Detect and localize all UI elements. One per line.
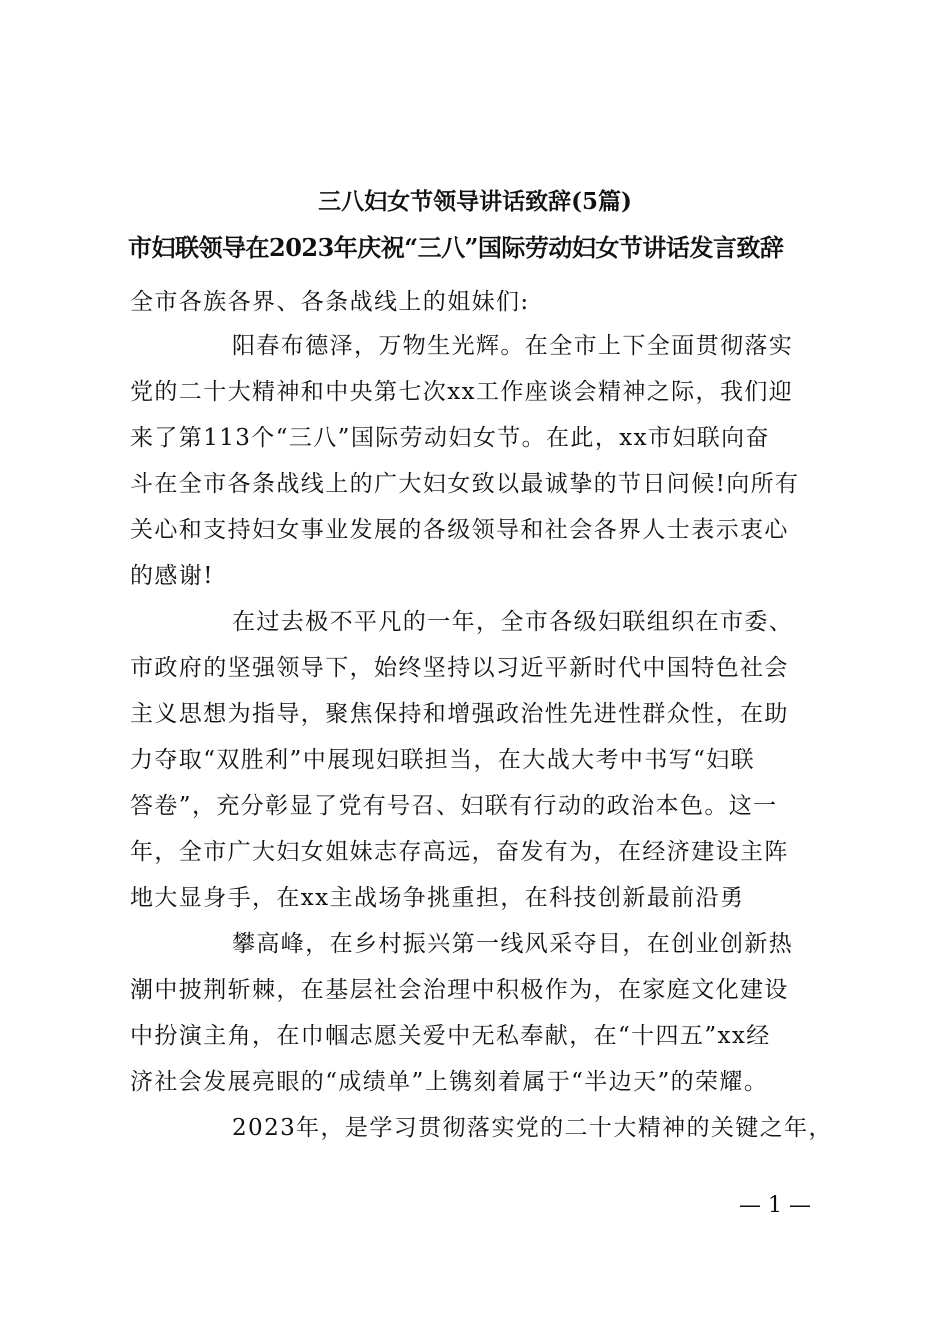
paragraph-line: 潮中披荆斩棘，在基层社会治理中积极作为，在家庭文化建设 [130, 977, 789, 1003]
paragraph-line: 来了第113个“三八”国际劳动妇女节。在此，xx市妇联向奋 [130, 425, 770, 451]
paragraph-line: 中扮演主角，在巾帼志愿关爱中无私奉献，在“十四五”xx经 [130, 1023, 771, 1049]
paragraph-line: 在过去极不平凡的一年，全市各级妇联组织在市委、 [232, 609, 794, 635]
paragraph-line: 市政府的坚强领导下，始终坚持以习近平新时代中国特色社会 [130, 655, 789, 681]
paragraph-line: 济社会发展亮眼的“成绩单”上镌刻着属于“半边天”的荣耀。 [130, 1069, 769, 1095]
paragraph-line: 的感谢! [130, 563, 214, 589]
paragraph-line: 关心和支持妇女事业发展的各级领导和社会各界人士表示衷心 [130, 517, 789, 543]
paragraph-line: 党的二十大精神和中央第七次xx工作座谈会精神之际，我们迎 [130, 379, 794, 405]
page-number: — 1 — [739, 1193, 811, 1218]
speech-title: 市妇联领导在2023年庆祝“三八”国际劳动妇女节讲话发言致辞 [128, 233, 784, 262]
paragraph-line: 主义思想为指导，聚焦保持和增强政治性先进性群众性，在助 [130, 701, 789, 727]
paragraph-line: 阳春布德泽，万物生光辉。在全市上下全面贯彻落实 [232, 333, 794, 359]
paragraph-line: 地大显身手，在xx主战场争挑重担，在科技创新最前沿勇 [130, 885, 745, 911]
paragraph-line: 2023年，是学习贯彻落实党的二十大精神的关键之年， [232, 1115, 833, 1141]
paragraph-line: 答卷”，充分彰显了党有号召、妇联有行动的政治本色。这一 [130, 793, 778, 819]
salutation: 全市各族各界、各条战线上的姐妹们: [130, 289, 530, 315]
document-title: 三八妇女节领导讲话致辞(5篇) [318, 188, 632, 215]
paragraph-line: 年，全市广大妇女姐妹志存高远，奋发有为，在经济建设主阵 [130, 839, 789, 865]
paragraph-line: 斗在全市各条战线上的广大妇女致以最诚挚的节日问候!向所有 [130, 471, 800, 497]
paragraph-line: 攀高峰，在乡村振兴第一线风采夺目，在创业创新热 [232, 931, 794, 957]
paragraph-line: 力夺取“双胜利”中展现妇联担当，在大战大考中书写“妇联 [130, 747, 756, 773]
